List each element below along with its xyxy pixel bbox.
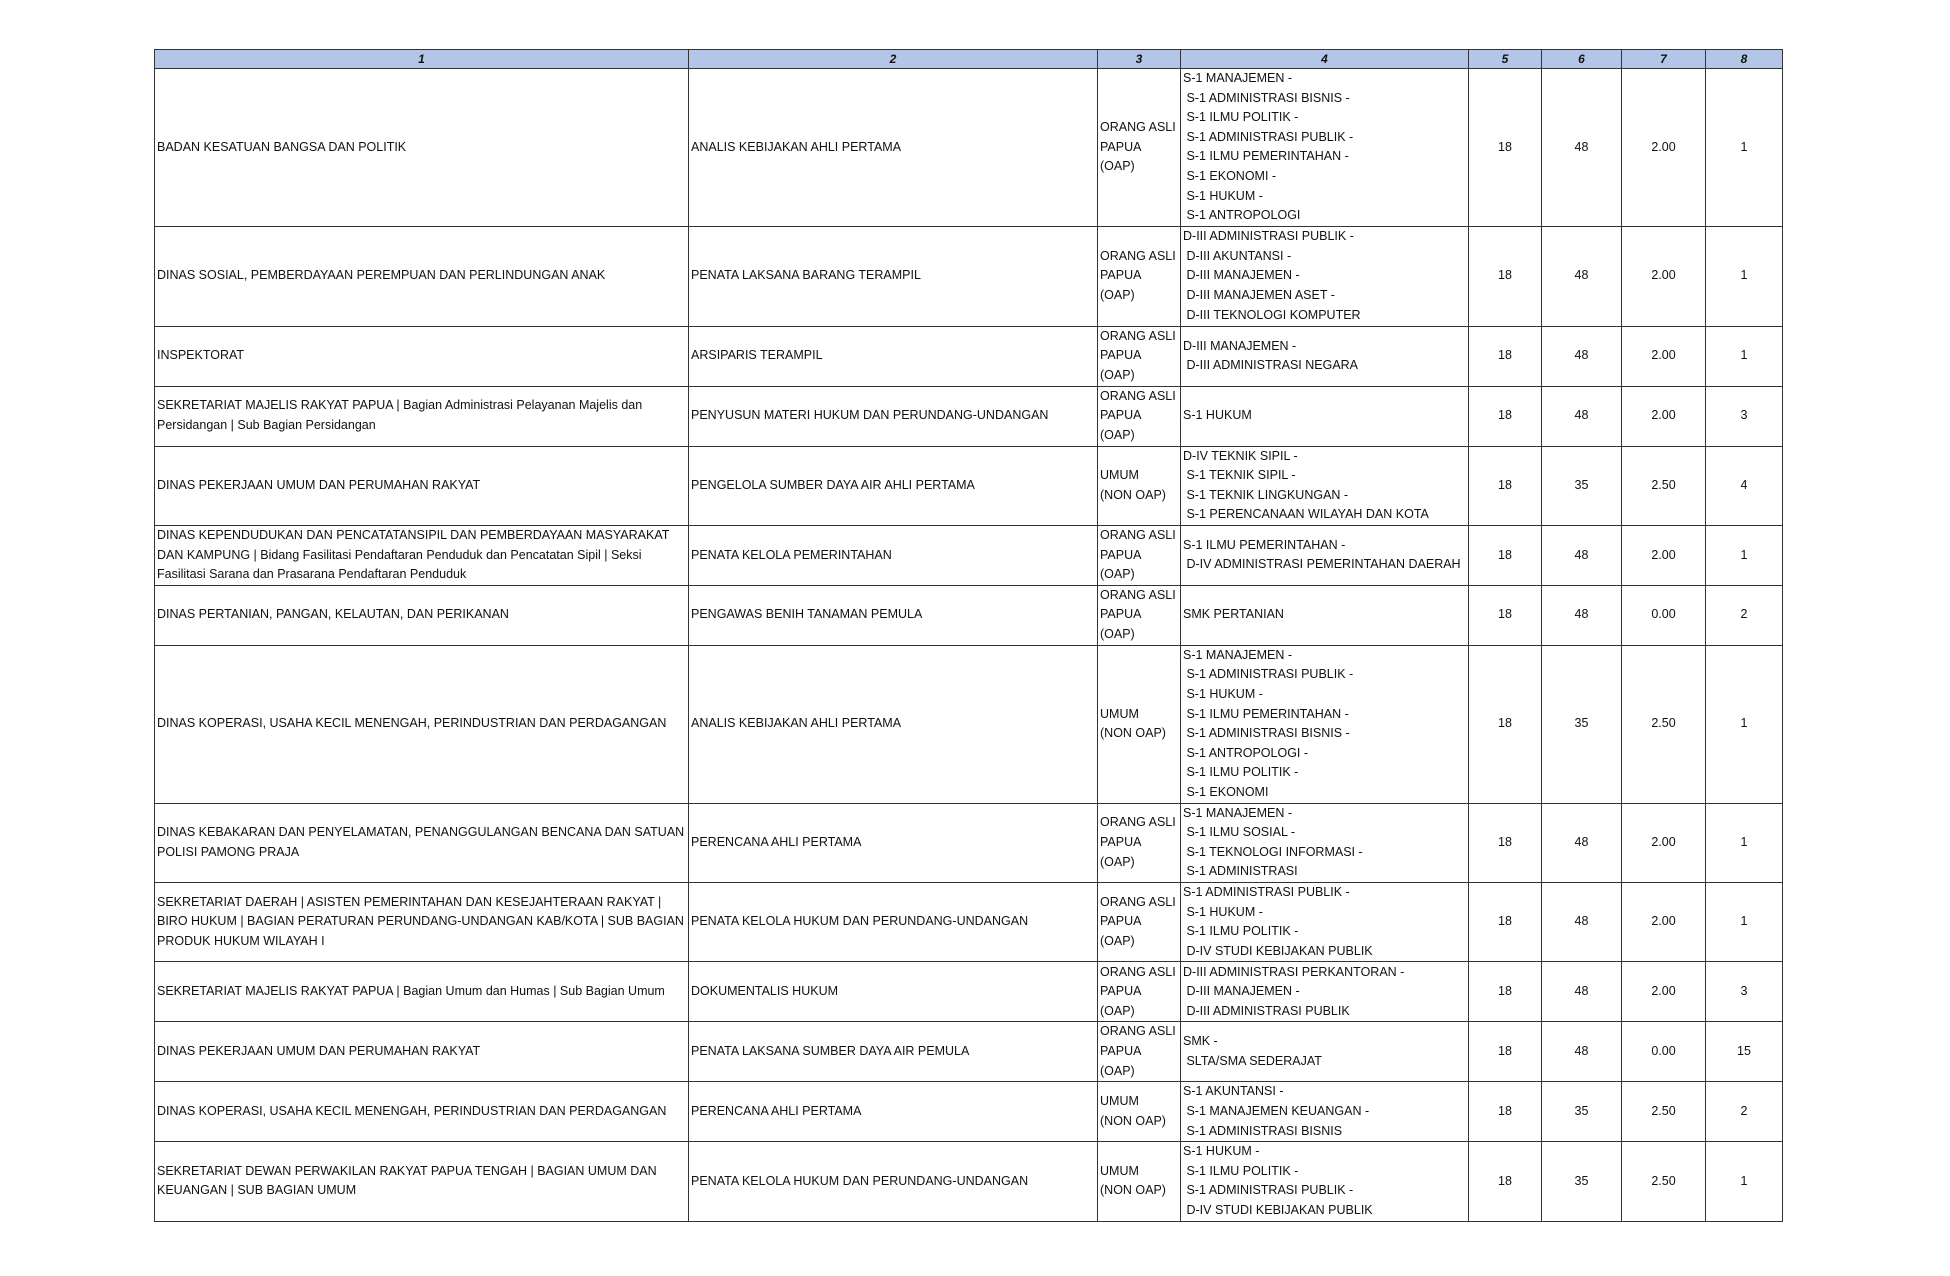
col7-cell: 2.00 bbox=[1622, 69, 1706, 227]
position-cell: PENATA KELOLA HUKUM DAN PERUNDANG-UNDANGAN bbox=[689, 1142, 1098, 1221]
category-cell: ORANG ASLI PAPUA (OAP) bbox=[1098, 226, 1181, 326]
unit-cell: DINAS KEBAKARAN DAN PENYELAMATAN, PENANGGULANGAN BENCANA DAN SATUAN POLISI PAMONG PRAJA bbox=[155, 803, 689, 882]
category-cell: ORANG ASLI PAPUA (OAP) bbox=[1098, 1022, 1181, 1082]
col8-cell: 1 bbox=[1706, 326, 1783, 386]
col8-cell: 1 bbox=[1706, 226, 1783, 326]
education-line: D-III MANAJEMEN - bbox=[1183, 268, 1300, 283]
education-line: S-1 ADMINISTRASI BISNIS bbox=[1183, 1123, 1343, 1138]
column-header-6: 6 bbox=[1542, 50, 1622, 69]
col6-cell: 48 bbox=[1542, 525, 1622, 585]
education-line: S-1 ADMINISTRASI BISNIS - bbox=[1183, 90, 1350, 105]
unit-cell: DINAS PEKERJAAN UMUM DAN PERUMAHAN RAKYAT bbox=[155, 446, 689, 525]
col8-cell: 2 bbox=[1706, 1082, 1783, 1142]
unit-cell: DINAS PERTANIAN, PANGAN, KELAUTAN, DAN PERIKANAN bbox=[155, 585, 689, 645]
education-cell bbox=[1181, 883, 1469, 962]
col8-cell: 1 bbox=[1706, 69, 1783, 227]
education-line: S-1 ADMINISTRASI PUBLIK - bbox=[1183, 129, 1354, 144]
col5-cell: 18 bbox=[1469, 803, 1542, 882]
col8-cell: 1 bbox=[1706, 645, 1783, 803]
education-line: S-1 ANTROPOLOGI bbox=[1183, 208, 1301, 223]
table-row bbox=[155, 226, 1783, 326]
education-line: S-1 MANAJEMEN - bbox=[1183, 647, 1293, 662]
table-row bbox=[155, 585, 1783, 645]
category-cell: ORANG ASLI PAPUA (OAP) bbox=[1098, 326, 1181, 386]
formation-table bbox=[154, 49, 1783, 1222]
unit-cell: SEKRETARIAT DAERAH | ASISTEN PEMERINTAHAN DAN KESEJAHTERAAN RAKYAT | BIRO HUKUM | BAGIAN PERATURAN PERUNDANG-UNDANGAN KAB/KOTA | SUB BAGIAN PRODUK HUKUM WILAYAH I bbox=[155, 883, 689, 962]
col5-cell: 18 bbox=[1469, 326, 1542, 386]
category-cell: ORANG ASLI PAPUA (OAP) bbox=[1098, 69, 1181, 227]
education-line: D-IV TEKNIK SIPIL - bbox=[1183, 448, 1298, 463]
table-row bbox=[155, 69, 1783, 227]
education-line: D-III MANAJEMEN - bbox=[1183, 338, 1297, 353]
column-header-1: 1 bbox=[155, 50, 689, 69]
col7-cell: 2.00 bbox=[1622, 883, 1706, 962]
col5-cell: 18 bbox=[1469, 645, 1542, 803]
col8-cell: 2 bbox=[1706, 585, 1783, 645]
position-cell: PERENCANA AHLI PERTAMA bbox=[689, 1082, 1098, 1142]
unit-cell: SEKRETARIAT DEWAN PERWAKILAN RAKYAT PAPUA TENGAH | BAGIAN UMUM DAN KEUANGAN | SUB BAGIAN UMUM bbox=[155, 1142, 689, 1221]
position-cell: PENATA LAKSANA BARANG TERAMPIL bbox=[689, 226, 1098, 326]
education-cell bbox=[1181, 446, 1469, 525]
col7-cell: 2.00 bbox=[1622, 226, 1706, 326]
education-line: S-1 ILMU SOSIAL - bbox=[1183, 825, 1296, 840]
col7-cell: 2.00 bbox=[1622, 962, 1706, 1022]
header-row bbox=[155, 50, 1783, 69]
column-header-3: 3 bbox=[1098, 50, 1181, 69]
unit-cell: DINAS SOSIAL, PEMBERDAYAAN PEREMPUAN DAN PERLINDUNGAN ANAK bbox=[155, 226, 689, 326]
position-cell: PENATA LAKSANA SUMBER DAYA AIR PEMULA bbox=[689, 1022, 1098, 1082]
education-line: S-1 ILMU POLITIK - bbox=[1183, 1163, 1299, 1178]
education-line: SLTA/SMA SEDERAJAT bbox=[1183, 1053, 1322, 1068]
col7-cell: 2.00 bbox=[1622, 803, 1706, 882]
education-line: S-1 HUKUM bbox=[1183, 408, 1252, 423]
education-line: S-1 ADMINISTRASI PUBLIK - bbox=[1183, 1183, 1354, 1198]
col5-cell: 18 bbox=[1469, 226, 1542, 326]
education-cell bbox=[1181, 585, 1469, 645]
col5-cell: 18 bbox=[1469, 1022, 1542, 1082]
education-line: D-III ADMINISTRASI NEGARA bbox=[1183, 358, 1359, 373]
col5-cell: 18 bbox=[1469, 525, 1542, 585]
col8-cell: 1 bbox=[1706, 525, 1783, 585]
col5-cell: 18 bbox=[1469, 69, 1542, 227]
education-line: D-IV ADMINISTRASI PEMERINTAHAN DAERAH bbox=[1183, 557, 1461, 572]
education-line: S-1 ILMU PEMERINTAHAN - bbox=[1183, 149, 1349, 164]
category-cell: ORANG ASLI PAPUA (OAP) bbox=[1098, 525, 1181, 585]
col6-cell: 48 bbox=[1542, 962, 1622, 1022]
education-line: S-1 HUKUM - bbox=[1183, 904, 1263, 919]
unit-cell: SEKRETARIAT MAJELIS RAKYAT PAPUA | Bagian Umum dan Humas | Sub Bagian Umum bbox=[155, 962, 689, 1022]
col6-cell: 48 bbox=[1542, 883, 1622, 962]
col6-cell: 35 bbox=[1542, 1082, 1622, 1142]
unit-cell: BADAN KESATUAN BANGSA DAN POLITIK bbox=[155, 69, 689, 227]
education-line: S-1 ADMINISTRASI bbox=[1183, 864, 1298, 879]
education-line: S-1 ANTROPOLOGI - bbox=[1183, 745, 1309, 760]
table-row bbox=[155, 645, 1783, 803]
column-header-2: 2 bbox=[689, 50, 1098, 69]
category-cell: ORANG ASLI PAPUA (OAP) bbox=[1098, 386, 1181, 446]
position-cell: DOKUMENTALIS HUKUM bbox=[689, 962, 1098, 1022]
col6-cell: 48 bbox=[1542, 326, 1622, 386]
col5-cell: 18 bbox=[1469, 883, 1542, 962]
education-line: D-III TEKNOLOGI KOMPUTER bbox=[1183, 307, 1361, 322]
col7-cell: 2.00 bbox=[1622, 386, 1706, 446]
position-cell: ARSIPARIS TERAMPIL bbox=[689, 326, 1098, 386]
col7-cell: 2.00 bbox=[1622, 326, 1706, 386]
table-body bbox=[155, 69, 1783, 1222]
education-line: S-1 ADMINISTRASI PUBLIK - bbox=[1183, 885, 1350, 900]
col6-cell: 48 bbox=[1542, 69, 1622, 227]
education-line: S-1 ILMU PEMERINTAHAN - bbox=[1183, 706, 1349, 721]
position-cell: PENATA KELOLA PEMERINTAHAN bbox=[689, 525, 1098, 585]
table-row bbox=[155, 326, 1783, 386]
col6-cell: 48 bbox=[1542, 585, 1622, 645]
education-line: D-III MANAJEMEN - bbox=[1183, 984, 1300, 999]
col7-cell: 2.00 bbox=[1622, 525, 1706, 585]
education-line: D-III ADMINISTRASI PUBLIK bbox=[1183, 1003, 1350, 1018]
education-line: SMK PERTANIAN bbox=[1183, 607, 1284, 622]
education-line: S-1 PERENCANAAN WILAYAH DAN KOTA bbox=[1183, 507, 1429, 522]
education-line: S-1 MANAJEMEN KEUANGAN - bbox=[1183, 1103, 1370, 1118]
column-header-7: 7 bbox=[1622, 50, 1706, 69]
category-cell: UMUM (NON OAP) bbox=[1098, 1142, 1181, 1221]
education-line: S-1 ILMU POLITIK - bbox=[1183, 110, 1299, 125]
education-line: S-1 MANAJEMEN - bbox=[1183, 805, 1293, 820]
col6-cell: 48 bbox=[1542, 226, 1622, 326]
education-cell bbox=[1181, 803, 1469, 882]
category-cell: ORANG ASLI PAPUA (OAP) bbox=[1098, 585, 1181, 645]
col5-cell: 18 bbox=[1469, 585, 1542, 645]
position-cell: ANALIS KEBIJAKAN AHLI PERTAMA bbox=[689, 645, 1098, 803]
col7-cell: 2.50 bbox=[1622, 446, 1706, 525]
education-line: S-1 EKONOMI - bbox=[1183, 168, 1277, 183]
col5-cell: 18 bbox=[1469, 386, 1542, 446]
position-cell: PENYUSUN MATERI HUKUM DAN PERUNDANG-UNDANGAN bbox=[689, 386, 1098, 446]
education-line: D-III ADMINISTRASI PERKANTORAN - bbox=[1183, 964, 1405, 979]
table-row bbox=[155, 525, 1783, 585]
col5-cell: 18 bbox=[1469, 1142, 1542, 1221]
col8-cell: 3 bbox=[1706, 386, 1783, 446]
col7-cell: 2.50 bbox=[1622, 1082, 1706, 1142]
col8-cell: 1 bbox=[1706, 883, 1783, 962]
table-row bbox=[155, 1082, 1783, 1142]
position-cell: PENGELOLA SUMBER DAYA AIR AHLI PERTAMA bbox=[689, 446, 1098, 525]
education-line: D-IV STUDI KEBIJAKAN PUBLIK bbox=[1183, 943, 1373, 958]
unit-cell: SEKRETARIAT MAJELIS RAKYAT PAPUA | Bagian Administrasi Pelayanan Majelis dan Persidangan | Sub Bagian Persidangan bbox=[155, 386, 689, 446]
position-cell: PENATA KELOLA HUKUM DAN PERUNDANG-UNDANGAN bbox=[689, 883, 1098, 962]
table-row bbox=[155, 803, 1783, 882]
column-header-8: 8 bbox=[1706, 50, 1783, 69]
education-cell bbox=[1181, 1022, 1469, 1082]
col6-cell: 48 bbox=[1542, 1022, 1622, 1082]
unit-cell: DINAS PEKERJAAN UMUM DAN PERUMAHAN RAKYAT bbox=[155, 1022, 689, 1082]
unit-cell: DINAS KEPENDUDUKAN DAN PENCATATANSIPIL DAN PEMBERDAYAAN MASYARAKAT DAN KAMPUNG | Bidang Fasilitasi Pendaftaran Penduduk dan Pencatatan Sipil | Seksi Fasilitasi Sarana dan Prasarana Pendaftaran Penduduk bbox=[155, 525, 689, 585]
education-line: S-1 ILMU PEMERINTAHAN - bbox=[1183, 537, 1346, 552]
unit-cell: DINAS KOPERASI, USAHA KECIL MENENGAH, PERINDUSTRIAN DAN PERDAGANGAN bbox=[155, 1082, 689, 1142]
table-row bbox=[155, 446, 1783, 525]
table-row bbox=[155, 962, 1783, 1022]
education-line: S-1 EKONOMI bbox=[1183, 784, 1269, 799]
col8-cell: 15 bbox=[1706, 1022, 1783, 1082]
unit-cell: INSPEKTORAT bbox=[155, 326, 689, 386]
education-cell bbox=[1181, 1082, 1469, 1142]
category-cell: ORANG ASLI PAPUA (OAP) bbox=[1098, 962, 1181, 1022]
category-cell: ORANG ASLI PAPUA (OAP) bbox=[1098, 803, 1181, 882]
education-line: D-III ADMINISTRASI PUBLIK - bbox=[1183, 229, 1354, 244]
category-cell: ORANG ASLI PAPUA (OAP) bbox=[1098, 883, 1181, 962]
col7-cell: 0.00 bbox=[1622, 1022, 1706, 1082]
education-line: S-1 ILMU POLITIK - bbox=[1183, 924, 1299, 939]
education-line: SMK - bbox=[1183, 1034, 1218, 1049]
column-header-4: 4 bbox=[1181, 50, 1469, 69]
education-cell bbox=[1181, 1142, 1469, 1221]
education-line: S-1 HUKUM - bbox=[1183, 1144, 1260, 1159]
education-line: S-1 ADMINISTRASI BISNIS - bbox=[1183, 726, 1350, 741]
education-cell bbox=[1181, 326, 1469, 386]
col6-cell: 35 bbox=[1542, 645, 1622, 803]
col8-cell: 4 bbox=[1706, 446, 1783, 525]
education-line: S-1 TEKNOLOGI INFORMASI - bbox=[1183, 844, 1363, 859]
position-cell: PENGAWAS BENIH TANAMAN PEMULA bbox=[689, 585, 1098, 645]
table-row bbox=[155, 386, 1783, 446]
education-line: D-IV STUDI KEBIJAKAN PUBLIK bbox=[1183, 1203, 1373, 1217]
education-line: S-1 HUKUM - bbox=[1183, 687, 1263, 701]
col8-cell: 1 bbox=[1706, 1142, 1783, 1221]
education-cell bbox=[1181, 69, 1469, 227]
education-line: S-1 AKUNTANSI - bbox=[1183, 1084, 1284, 1099]
table-row bbox=[155, 883, 1783, 962]
category-cell: UMUM (NON OAP) bbox=[1098, 1082, 1181, 1142]
education-line: S-1 ADMINISTRASI PUBLIK - bbox=[1183, 667, 1354, 682]
col8-cell: 3 bbox=[1706, 962, 1783, 1022]
col8-cell: 1 bbox=[1706, 803, 1783, 882]
education-cell bbox=[1181, 226, 1469, 326]
category-cell: UMUM (NON OAP) bbox=[1098, 645, 1181, 803]
education-cell bbox=[1181, 525, 1469, 585]
category-cell: UMUM (NON OAP) bbox=[1098, 446, 1181, 525]
education-line: S-1 TEKNIK LINGKUNGAN - bbox=[1183, 487, 1349, 502]
col6-cell: 48 bbox=[1542, 386, 1622, 446]
education-cell bbox=[1181, 962, 1469, 1022]
position-cell: ANALIS KEBIJAKAN AHLI PERTAMA bbox=[689, 69, 1098, 227]
col5-cell: 18 bbox=[1469, 962, 1542, 1022]
col5-cell: 18 bbox=[1469, 446, 1542, 525]
table-row bbox=[155, 1142, 1783, 1221]
col6-cell: 35 bbox=[1542, 446, 1622, 525]
table-row bbox=[155, 1022, 1783, 1082]
education-line: D-III AKUNTANSI - bbox=[1183, 248, 1292, 263]
col7-cell: 0.00 bbox=[1622, 585, 1706, 645]
col6-cell: 48 bbox=[1542, 803, 1622, 882]
col6-cell: 35 bbox=[1542, 1142, 1622, 1221]
col7-cell: 2.50 bbox=[1622, 1142, 1706, 1221]
position-cell: PERENCANA AHLI PERTAMA bbox=[689, 803, 1098, 882]
education-line: S-1 TEKNIK SIPIL - bbox=[1183, 468, 1296, 483]
col5-cell: 18 bbox=[1469, 1082, 1542, 1142]
education-line: D-III MANAJEMEN ASET - bbox=[1183, 288, 1335, 303]
education-cell bbox=[1181, 386, 1469, 446]
unit-cell: DINAS KOPERASI, USAHA KECIL MENENGAH, PERINDUSTRIAN DAN PERDAGANGAN bbox=[155, 645, 689, 803]
col7-cell: 2.50 bbox=[1622, 645, 1706, 803]
education-line: S-1 MANAJEMEN - bbox=[1183, 71, 1293, 85]
education-line: S-1 HUKUM - bbox=[1183, 188, 1263, 203]
column-header-5: 5 bbox=[1469, 50, 1542, 69]
education-cell bbox=[1181, 645, 1469, 803]
education-line: S-1 ILMU POLITIK - bbox=[1183, 765, 1299, 780]
